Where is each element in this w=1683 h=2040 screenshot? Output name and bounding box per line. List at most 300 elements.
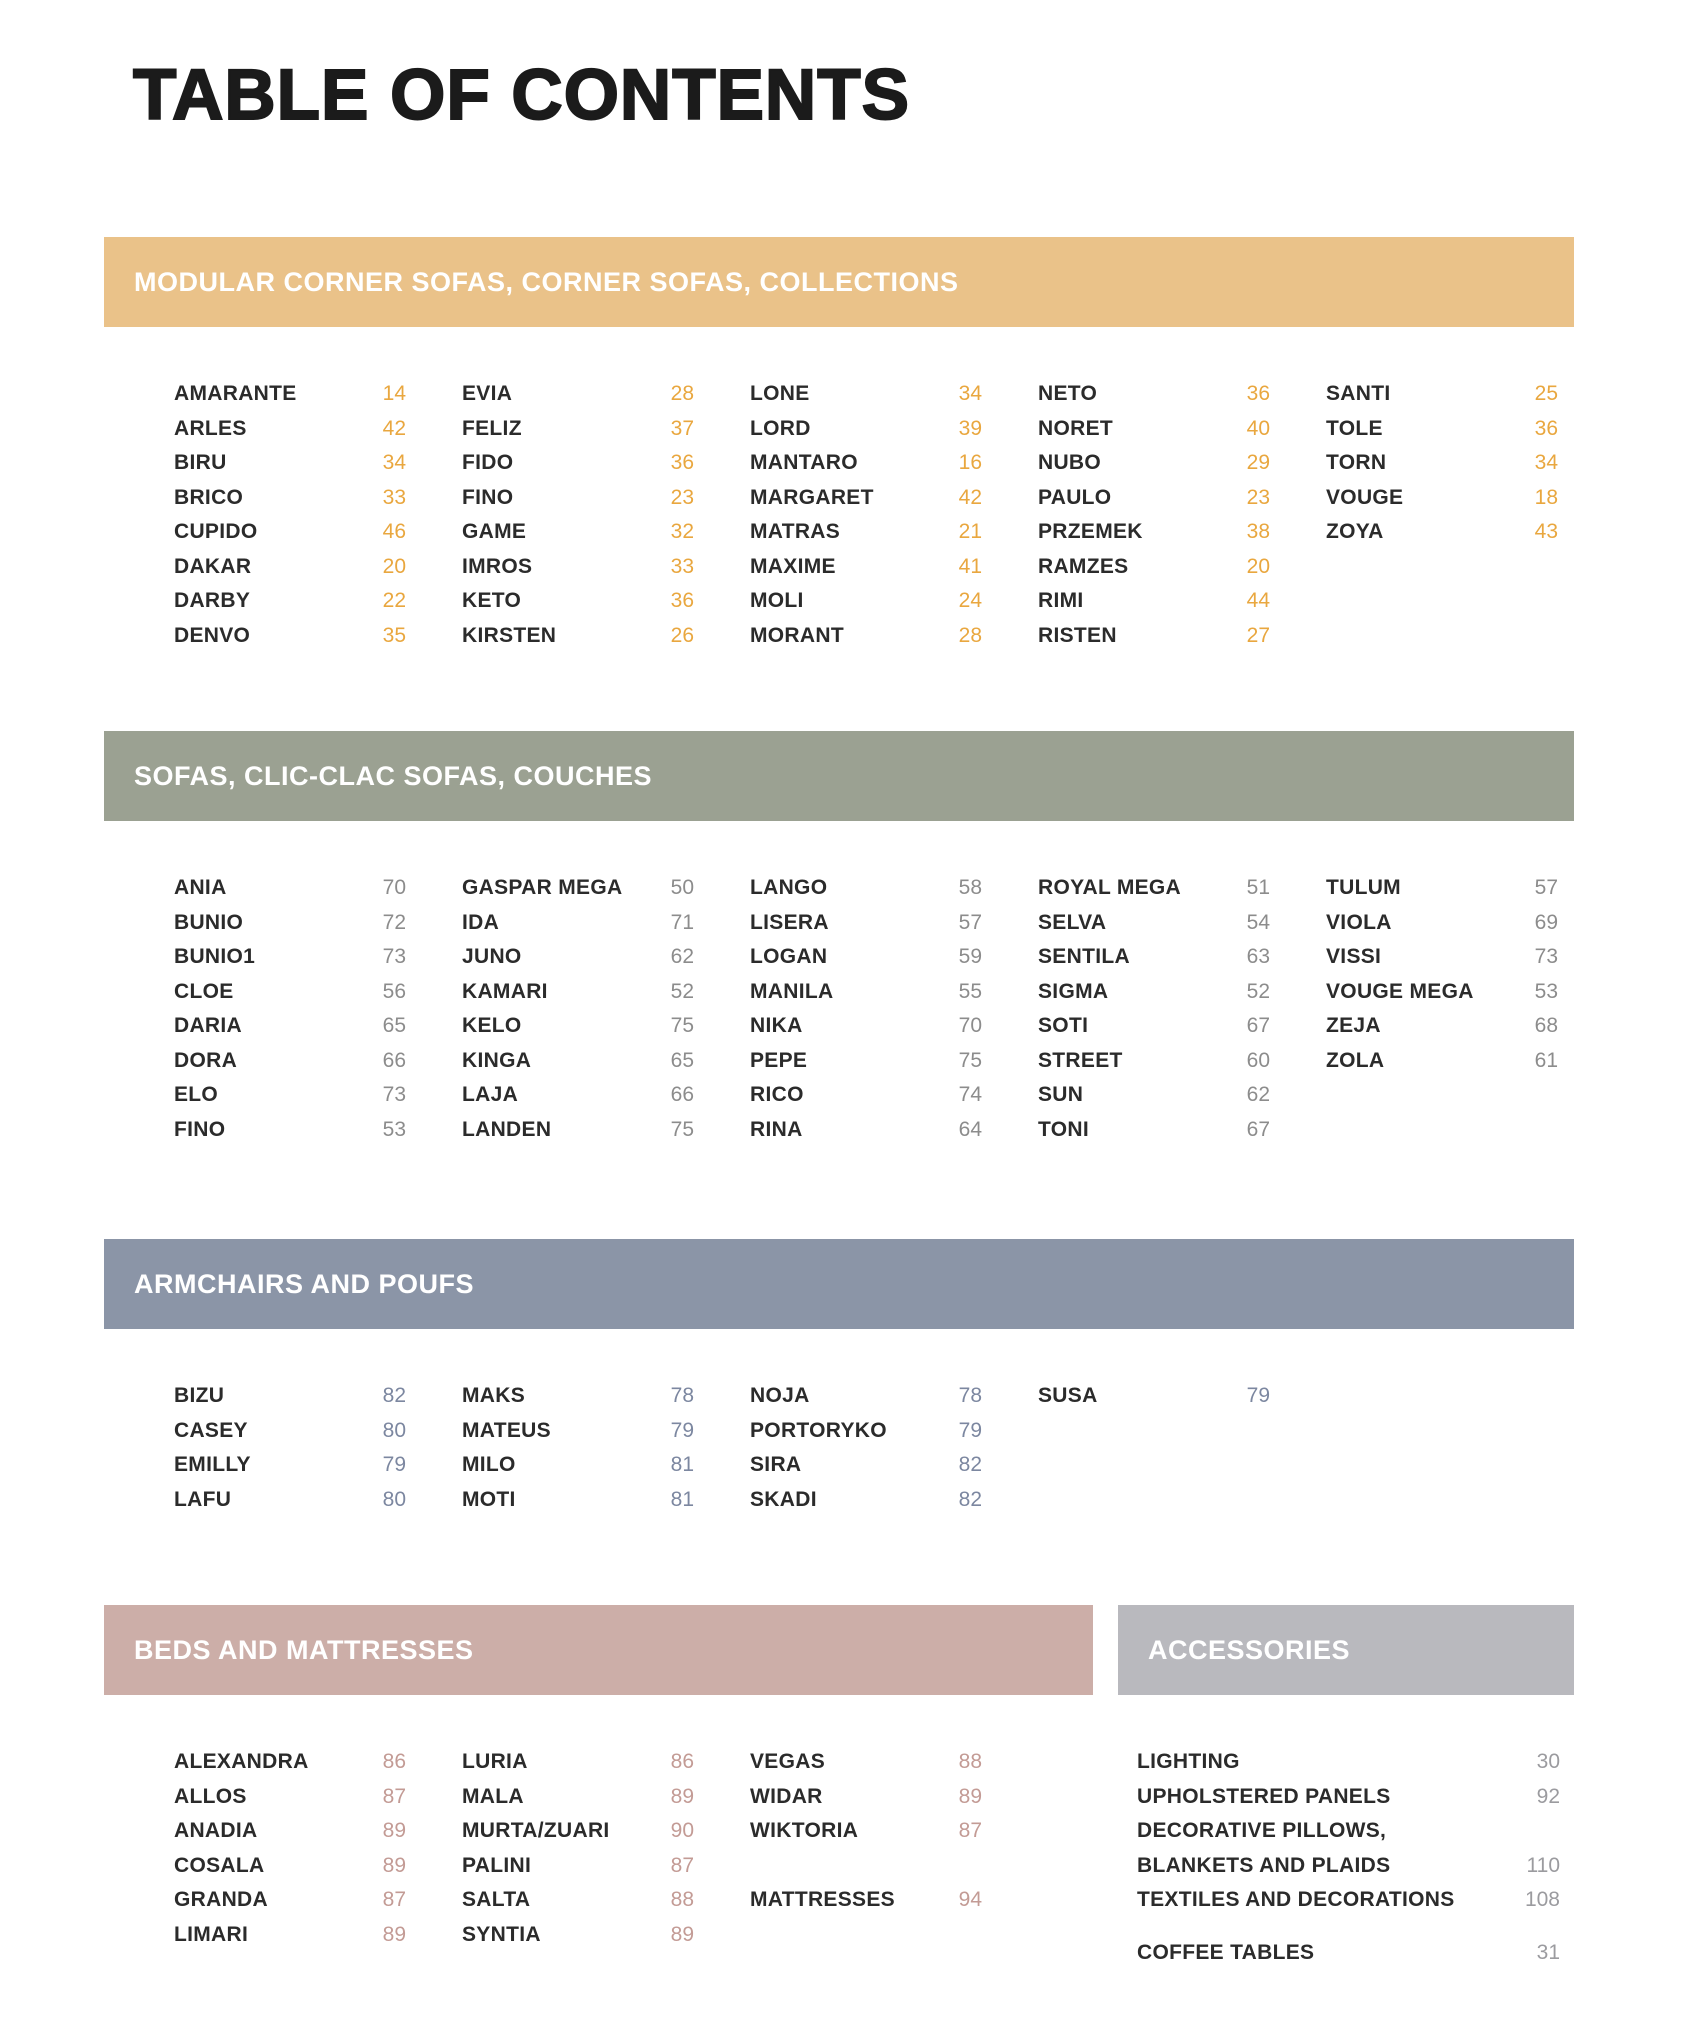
- entry-name: VISSI: [1326, 945, 1382, 968]
- toc-entry: [1326, 377, 1614, 412]
- toc-entry: [1326, 940, 1614, 975]
- toc-entry: [174, 377, 462, 412]
- toc-entry: [174, 1883, 462, 1918]
- entry-page-number: 82: [382, 1384, 406, 1407]
- entry-name: LAJA: [462, 1083, 519, 1106]
- entry-name: LOGAN: [750, 945, 828, 968]
- entry-page-number: 82: [958, 1453, 982, 1476]
- toc-entry: [462, 975, 750, 1010]
- entry-page-number: 37: [670, 416, 694, 440]
- toc-entry: [750, 940, 1038, 975]
- entry-name: MAKS: [462, 1384, 526, 1407]
- entry-page-number: 59: [958, 945, 982, 968]
- toc-entry: [462, 619, 750, 654]
- entry-name: FINO: [462, 485, 514, 509]
- toc-entry: [462, 584, 750, 619]
- toc-entry: [750, 377, 1038, 412]
- toc-column: [1038, 377, 1326, 653]
- entry-page-number: 16: [958, 451, 982, 474]
- entry-page-number: 40: [1246, 416, 1270, 440]
- entry-name: MILO: [462, 1453, 516, 1476]
- entry-page-number: 39: [958, 416, 982, 440]
- entry-page-number: 52: [1246, 979, 1270, 1003]
- entry-page-number: 80: [382, 1487, 406, 1511]
- entry-page-number: 58: [958, 876, 982, 899]
- entry-name: MALA: [462, 1784, 524, 1808]
- toc-page: [0, 56, 1683, 2040]
- entry-name: TEXTILES AND DECORATIONS: [1137, 1888, 1455, 1911]
- toc-entry: [1137, 1918, 1560, 1936]
- entry-name: DORA: [174, 1048, 238, 1072]
- toc-entry: [174, 940, 462, 975]
- entry-page-number: 44: [1246, 589, 1270, 612]
- entry-page-number: 79: [670, 1418, 694, 1442]
- entry-page-number: 65: [670, 1048, 694, 1072]
- toc-entry: [750, 1078, 1038, 1113]
- toc-entry: [750, 446, 1038, 481]
- toc-entry: [1038, 1078, 1326, 1113]
- toc-entry: [1326, 1009, 1614, 1044]
- entry-name: PORTORYKO: [750, 1418, 887, 1442]
- entry-page-number: 87: [958, 1819, 982, 1842]
- toc-entry: [174, 446, 462, 481]
- entry-name: TULUM: [1326, 876, 1401, 899]
- toc-entry: [750, 412, 1038, 447]
- entry-name: MATRAS: [750, 520, 841, 543]
- entry-page-number: 41: [958, 554, 982, 578]
- toc-entry: [174, 1009, 462, 1044]
- entry-page-number: 81: [670, 1487, 694, 1511]
- toc-entry: [462, 1009, 750, 1044]
- entry-name: BUNIO: [174, 910, 244, 934]
- entry-page-number: 20: [382, 554, 406, 578]
- entry-page-number: 81: [670, 1453, 694, 1476]
- entry-name: PRZEMEK: [1038, 520, 1143, 543]
- entry-page-number: 54: [1246, 910, 1270, 934]
- toc-entry: [1326, 975, 1614, 1010]
- toc-entry: [174, 1044, 462, 1079]
- toc-entry: [1137, 1936, 1560, 1971]
- entry-page-number: 53: [382, 1117, 406, 1141]
- toc-entry: [750, 1814, 1038, 1849]
- entry-page-number: 26: [670, 623, 694, 647]
- toc-entry: [462, 906, 750, 941]
- entry-name: KELO: [462, 1014, 522, 1037]
- toc-entry: [462, 446, 750, 481]
- entry-name: MOTI: [462, 1487, 516, 1511]
- toc-entry: [462, 1780, 750, 1815]
- entry-page-number: 34: [1534, 451, 1558, 474]
- toc-entry: [750, 1448, 1038, 1483]
- entry-name: DENVO: [174, 623, 251, 647]
- toc-column: [1326, 377, 1614, 653]
- toc-entry: [1038, 940, 1326, 975]
- entry-name: GAME: [462, 520, 527, 543]
- toc-entry: [174, 1814, 462, 1849]
- toc-entry: [750, 1113, 1038, 1148]
- toc-entry: [174, 1918, 462, 1953]
- toc-entry: [750, 975, 1038, 1010]
- entry-name: NORET: [1038, 416, 1113, 440]
- entry-name: BIRU: [174, 451, 227, 474]
- entry-page-number: 71: [670, 910, 694, 934]
- entry-page-number: 51: [1246, 876, 1270, 899]
- toc-entry: [462, 1078, 750, 1113]
- entry-name: PEPE: [750, 1048, 808, 1072]
- entry-page-number: 89: [670, 1922, 694, 1946]
- entry-name: MORANT: [750, 623, 844, 647]
- entry-page-number: 66: [382, 1048, 406, 1072]
- toc-entry: [462, 1113, 750, 1148]
- bottom-lists-row: [104, 1745, 1574, 1970]
- toc-column: [174, 1379, 462, 1517]
- entry-name: NOJA: [750, 1384, 810, 1407]
- entry-name: LIMARI: [174, 1922, 249, 1946]
- toc-entry: [462, 1814, 750, 1849]
- entry-page-number: 65: [382, 1014, 406, 1037]
- toc-column: [174, 1745, 462, 1952]
- entry-page-number: 57: [1534, 876, 1558, 899]
- entry-page-number: 70: [958, 1014, 982, 1037]
- entry-page-number: 78: [958, 1384, 982, 1407]
- entry-name: SENTILA: [1038, 945, 1130, 968]
- section-sofas-couches: [104, 731, 1574, 1147]
- toc-column: [462, 1745, 750, 1952]
- entry-page-number: 27: [1246, 623, 1270, 647]
- entry-name: MANTARO: [750, 451, 858, 474]
- entry-page-number: 55: [958, 979, 982, 1003]
- entry-page-number: 86: [382, 1750, 406, 1773]
- toc-entry: [1326, 1044, 1614, 1079]
- entry-page-number: 108: [1524, 1888, 1560, 1911]
- entry-page-number: 31: [1536, 1940, 1560, 1964]
- section-armchairs-poufs: [104, 1239, 1574, 1517]
- section-entry-list: [174, 1379, 1614, 1517]
- entry-name: ZOLA: [1326, 1048, 1385, 1072]
- entry-page-number: 60: [1246, 1048, 1270, 1072]
- entry-name: KAMARI: [462, 979, 548, 1003]
- section-header-sofas-couches: [104, 731, 1574, 821]
- entry-name: CASEY: [174, 1418, 248, 1442]
- toc-entry: [750, 1414, 1038, 1449]
- toc-column: [462, 377, 750, 653]
- toc-column: [174, 871, 462, 1147]
- toc-entry: [750, 1883, 1038, 1918]
- entry-page-number: 82: [958, 1487, 982, 1511]
- entry-name: BRICO: [174, 485, 244, 509]
- entry-name: WIDAR: [750, 1784, 823, 1808]
- section-header-label: MODULAR CORNER SOFAS, CORNER SOFAS, COLLECTIONS: [134, 266, 959, 297]
- entry-page-number: 61: [1534, 1048, 1558, 1072]
- entry-page-number: 43: [1534, 520, 1558, 543]
- entry-name: ANADIA: [174, 1819, 258, 1842]
- entry-page-number: 29: [1246, 451, 1270, 474]
- toc-entry: [462, 1044, 750, 1079]
- entry-page-number: 35: [382, 623, 406, 647]
- entry-page-number: 87: [382, 1888, 406, 1911]
- entry-name: SIRA: [750, 1453, 802, 1476]
- entry-name: EVIA: [462, 382, 513, 405]
- entry-name: SOTI: [1038, 1014, 1089, 1037]
- entry-name: LORD: [750, 416, 811, 440]
- toc-column: [174, 377, 462, 653]
- entry-page-number: 23: [1246, 485, 1270, 509]
- entry-name: VOUGE: [1326, 485, 1404, 509]
- entry-page-number: 90: [670, 1819, 694, 1842]
- toc-entry: [750, 584, 1038, 619]
- entry-page-number: 89: [382, 1853, 406, 1877]
- section-header-label: SOFAS, CLIC-CLAC SOFAS, COUCHES: [134, 760, 653, 791]
- entry-name: RICO: [750, 1083, 804, 1106]
- entry-name: TONI: [1038, 1117, 1089, 1141]
- toc-entry: [174, 871, 462, 906]
- toc-entry: [1137, 1745, 1560, 1780]
- entry-page-number: 28: [670, 382, 694, 405]
- entry-page-number: 110: [1526, 1853, 1560, 1877]
- toc-entry: [750, 550, 1038, 585]
- entry-page-number: 33: [382, 485, 406, 509]
- entry-page-number: 87: [670, 1853, 694, 1877]
- toc-entry: [174, 619, 462, 654]
- entry-name: FINO: [174, 1117, 226, 1141]
- entry-name: MAXIME: [750, 554, 836, 578]
- entry-page-number: 88: [958, 1750, 982, 1773]
- entry-name: FIDO: [462, 451, 514, 474]
- toc-entry: [1038, 481, 1326, 516]
- toc-entry: [462, 1379, 750, 1414]
- toc-entry: [750, 1009, 1038, 1044]
- entry-name: CUPIDO: [174, 520, 258, 543]
- toc-entry: [174, 584, 462, 619]
- toc-entry: [462, 1448, 750, 1483]
- entry-page-number: 33: [670, 554, 694, 578]
- entry-name: STREET: [1038, 1048, 1123, 1072]
- section-modular-corner-sofas: [104, 237, 1574, 653]
- toc-column: [1326, 871, 1614, 1147]
- toc-entry: [1038, 975, 1326, 1010]
- toc-entry: [174, 1849, 462, 1884]
- entry-page-number: 73: [382, 1083, 406, 1106]
- toc-entry: [1326, 871, 1614, 906]
- toc-entry: [750, 1379, 1038, 1414]
- entry-page-number: 18: [1534, 485, 1558, 509]
- toc-entry: [1038, 1379, 1326, 1414]
- entry-name: NIKA: [750, 1014, 803, 1037]
- entry-page-number: 89: [670, 1784, 694, 1808]
- entry-name: LANDEN: [462, 1117, 552, 1141]
- toc-entry: [1038, 906, 1326, 941]
- entry-name: RINA: [750, 1117, 803, 1141]
- toc-entry: [462, 515, 750, 550]
- entry-name: GRANDA: [174, 1888, 268, 1911]
- toc-entry: [750, 515, 1038, 550]
- toc-entry: [750, 1044, 1038, 1079]
- toc-entry: [462, 1849, 750, 1884]
- toc-entry: [1326, 515, 1614, 550]
- entry-page-number: 24: [958, 589, 982, 612]
- entry-page-number: 72: [382, 910, 406, 934]
- toc-entry: [174, 1078, 462, 1113]
- toc-column: [750, 871, 1038, 1147]
- toc-column: [1038, 1379, 1326, 1517]
- entry-name: PAULO: [1038, 485, 1112, 509]
- entry-name: LANGO: [750, 876, 828, 899]
- toc-entry: [1038, 515, 1326, 550]
- toc-entry: [174, 975, 462, 1010]
- bottom-header-row: [104, 1605, 1574, 1695]
- entry-name: ANIA: [174, 876, 227, 899]
- toc-entry: [1137, 1814, 1560, 1849]
- toc-entry: [1038, 446, 1326, 481]
- entry-page-number: 52: [670, 979, 694, 1003]
- entry-page-number: 74: [958, 1083, 982, 1106]
- entry-name: IDA: [462, 910, 500, 934]
- entry-page-number: 22: [382, 589, 406, 612]
- toc-entry: [462, 377, 750, 412]
- entry-page-number: 38: [1246, 520, 1270, 543]
- toc-entry: [750, 1483, 1038, 1518]
- entry-name: TOLE: [1326, 416, 1383, 440]
- toc-entry: [174, 481, 462, 516]
- toc-entry: [174, 1483, 462, 1518]
- toc-entry: [750, 481, 1038, 516]
- section-header-beds-mattresses: [104, 1605, 1093, 1695]
- entry-page-number: 79: [382, 1453, 406, 1476]
- entry-name: MATTRESSES: [750, 1888, 895, 1911]
- entry-name: LURIA: [462, 1750, 528, 1773]
- entry-page-number: 73: [1534, 945, 1558, 968]
- toc-column: [750, 1745, 1038, 1952]
- entry-name: MOLI: [750, 589, 804, 612]
- section-entry-list: [1118, 1745, 1574, 1970]
- entry-name: SUSA: [1038, 1384, 1098, 1407]
- entry-page-number: 66: [670, 1083, 694, 1106]
- entry-name: SUN: [1038, 1083, 1084, 1106]
- entry-name: COSALA: [174, 1853, 265, 1877]
- entry-name: GASPAR MEGA: [462, 876, 623, 899]
- toc-entry: [750, 871, 1038, 906]
- entry-name: AMARANTE: [174, 382, 297, 405]
- toc-entry: [1038, 1113, 1326, 1148]
- entry-name: LISERA: [750, 910, 829, 934]
- section-header-accessories: [1118, 1605, 1574, 1695]
- entry-page-number: 42: [958, 485, 982, 509]
- entry-name: ALLOS: [174, 1784, 247, 1808]
- entry-page-number: 36: [1246, 382, 1270, 405]
- section-entry-list: [174, 871, 1614, 1147]
- entry-page-number: 67: [1246, 1014, 1270, 1037]
- entry-page-number: 64: [958, 1117, 982, 1141]
- entry-name: VOUGE MEGA: [1326, 979, 1474, 1003]
- entry-name: RAMZES: [1038, 554, 1129, 578]
- entry-name: KINGA: [462, 1048, 532, 1072]
- entry-page-number: 36: [670, 451, 694, 474]
- toc-entry: [462, 481, 750, 516]
- toc-column: [1038, 871, 1326, 1147]
- entry-page-number: 28: [958, 623, 982, 647]
- toc-entry: [462, 1883, 750, 1918]
- toc-entry: [462, 1745, 750, 1780]
- entry-page-number: 86: [670, 1750, 694, 1773]
- entry-name: UPHOLSTERED PANELS: [1137, 1784, 1391, 1808]
- entry-name: BUNIO1: [174, 945, 256, 968]
- entry-page-number: 75: [670, 1117, 694, 1141]
- entry-name: BLANKETS AND PLAIDS: [1137, 1853, 1391, 1877]
- entry-page-number: 67: [1246, 1117, 1270, 1141]
- toc-column: [750, 377, 1038, 653]
- entry-name: NUBO: [1038, 451, 1102, 474]
- toc-column: [462, 871, 750, 1147]
- entry-page-number: 94: [958, 1888, 982, 1911]
- entry-name: KETO: [462, 589, 522, 612]
- bottom-sections: [104, 1605, 1574, 1970]
- entry-page-number: 63: [1246, 945, 1270, 968]
- toc-entry: [462, 1414, 750, 1449]
- toc-entry: [174, 1379, 462, 1414]
- toc-entry: [1326, 481, 1614, 516]
- toc-entry: [462, 412, 750, 447]
- toc-entry: [1326, 412, 1614, 447]
- entry-page-number: 53: [1534, 979, 1558, 1003]
- entry-name: LAFU: [174, 1487, 232, 1511]
- entry-name: KIRSTEN: [462, 623, 557, 647]
- entry-page-number: 46: [382, 520, 406, 543]
- entry-name: WIKTORIA: [750, 1819, 859, 1842]
- toc-entry: [1326, 906, 1614, 941]
- toc-entry: [1137, 1849, 1560, 1884]
- entry-name: MANILA: [750, 979, 834, 1003]
- entry-page-number: 57: [958, 910, 982, 934]
- toc-entry: [462, 1918, 750, 1953]
- toc-entry: [462, 871, 750, 906]
- entry-page-number: 89: [382, 1819, 406, 1842]
- entry-page-number: 89: [382, 1922, 406, 1946]
- entry-name: ARLES: [174, 416, 247, 440]
- toc-entry: [1326, 446, 1614, 481]
- section-header-label: ARMCHAIRS AND POUFS: [134, 1268, 474, 1299]
- entry-name: SELVA: [1038, 910, 1107, 934]
- entry-name: SANTI: [1326, 382, 1391, 405]
- toc-entry: [174, 1780, 462, 1815]
- entry-name: RISTEN: [1038, 623, 1117, 647]
- entry-page-number: 89: [958, 1784, 982, 1808]
- entry-page-number: 62: [1246, 1083, 1270, 1106]
- entry-name: DARBY: [174, 589, 251, 612]
- entry-name: MARGARET: [750, 485, 874, 509]
- toc-entry: [1137, 1883, 1560, 1918]
- toc-entry: [174, 550, 462, 585]
- toc-entry: [174, 1113, 462, 1148]
- toc-entry: [462, 550, 750, 585]
- entry-name: SALTA: [462, 1888, 531, 1911]
- entry-name: EMILLY: [174, 1453, 251, 1476]
- entry-name: JUNO: [462, 945, 522, 968]
- entry-name: RIMI: [1038, 589, 1084, 612]
- toc-entry: [1038, 619, 1326, 654]
- entry-page-number: 92: [1536, 1784, 1560, 1808]
- toc-entry: [1038, 550, 1326, 585]
- entry-page-number: 14: [382, 382, 406, 405]
- section-header-label: ACCESSORIES: [1148, 1634, 1351, 1665]
- entry-name: SIGMA: [1038, 979, 1109, 1003]
- page-title: TABLE OF CONTENTS: [133, 56, 910, 135]
- entry-name: NETO: [1038, 382, 1098, 405]
- entry-page-number: 88: [670, 1888, 694, 1911]
- toc-entry: [750, 906, 1038, 941]
- entry-name: VEGAS: [750, 1750, 826, 1773]
- entry-name: ZEJA: [1326, 1014, 1381, 1037]
- entry-page-number: 73: [382, 945, 406, 968]
